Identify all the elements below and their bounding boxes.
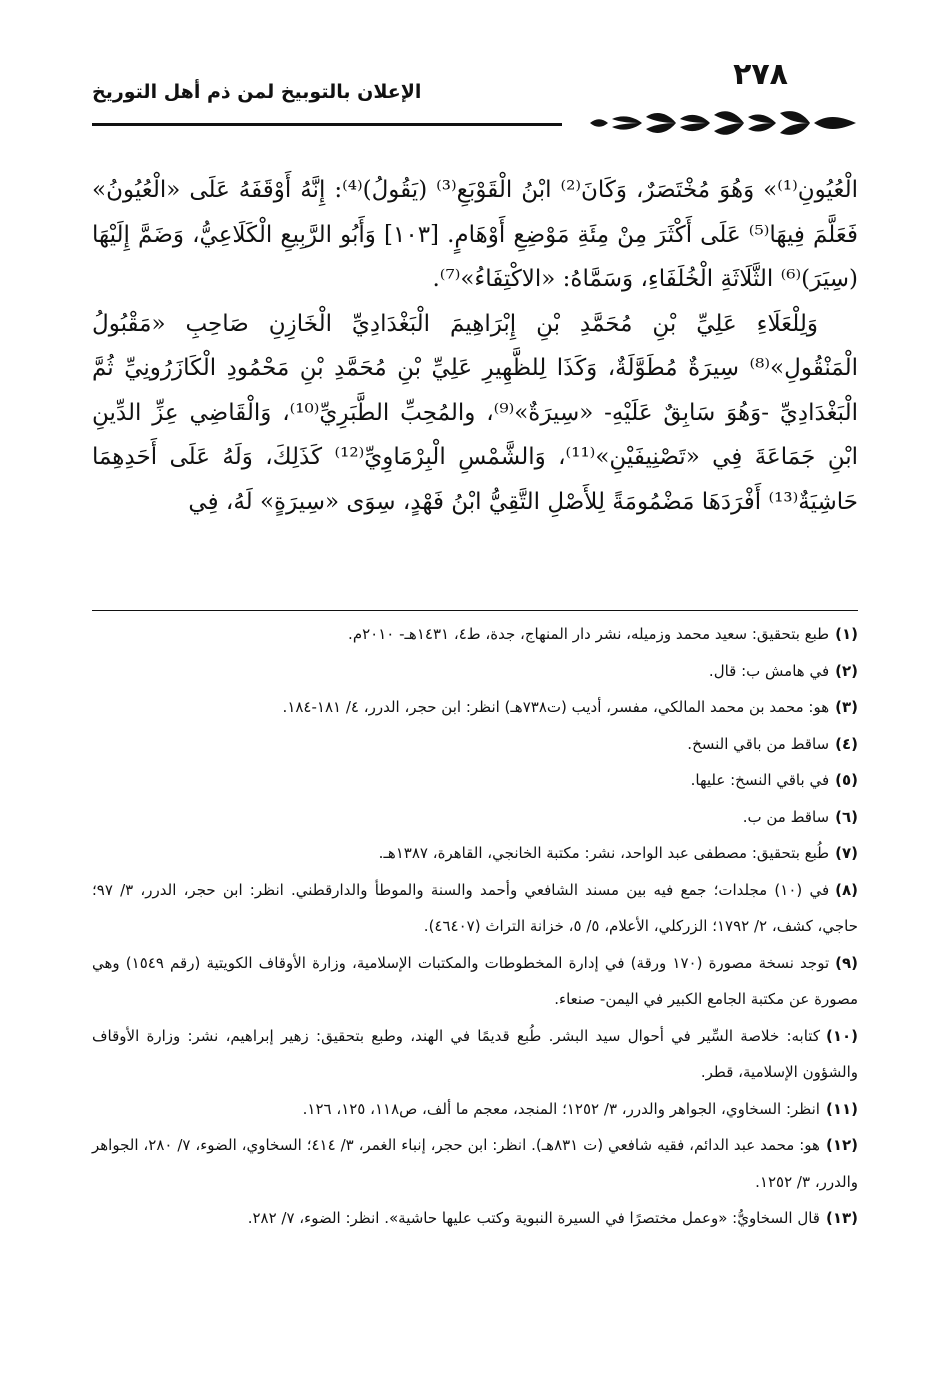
footnote: [92, 653, 858, 690]
footnote: [92, 945, 858, 1018]
footnote-number: (٦): [835, 807, 858, 826]
paragraph-1: الْعُيُونِ⁽¹⁾» وَهُوَ مُخْتَصَرٌ، وَكَانَ⁽²⁾ ابْنُ الْقَوْبَعِ⁽³⁾ (يَقُولُ)⁽⁴⁾: إِنَّهُ أَوْقَفَهُ عَلَى «الْعُيُونُ» فَعَلَّمَ فِيهَا⁽⁵⁾ عَلَى أَكْثَرَ مِنْ مِئَةِ مَوْضِعِ أَوْهَامٍ. [١٠٣] وَأَبُو الرَّبِيعِ الْكَلَاعِيُّ، وَضَمَّ إِلَيْهَا (سِيَرَ)⁽⁶⁾ الثَّلَاثَةِ الْخُلَفَاءِ، وَسَمَّاهُ: «الاكْتِفَاءُ»⁽⁷⁾.: [92, 177, 858, 292]
footnote: [92, 1091, 858, 1128]
footnote-text: انظر: السخاوي، الجواهر والدرر، ٣/ ١٢٥٢؛ المنجد، معجم ما ألف، ص١١٨، ١٢٥، ١٢٦.: [302, 1099, 820, 1118]
footnote: [92, 1018, 858, 1091]
footnote-number: (٢): [835, 661, 858, 680]
footnote-text: ساقط من باقي النسخ.: [687, 734, 830, 753]
footnote-text: طبع بتحقيق: سعيد محمد وزميله، نشر دار المنهاج، جدة، ط٤، ١٤٣١هـ- ٢٠١٠م.: [348, 625, 830, 643]
page-number: ٢٧٨: [733, 57, 788, 92]
paragraph-2: وَلِلْعَلَاءِ عَلِيِّ بْنِ مُحَمَّدِ بْنِ إِبْرَاهِيمَ الْبَغْدَادِيِّ الْخَازِنِ صَاحِبِ «مَقْبُولُ الْمَنْقُولِ»⁽⁸⁾ سِيرَةٌ مُطَوَّلَةٌ، وَكَذَا لِلظَّهِيرِ عَلِيِّ بْنِ مُحَمَّدِ بْنِ مَحْمُودِ الْكَازَرُونِيِّ ثُمَّ الْبَغْدَادِيِّ -وَهُوَ سَابِقٌ عَلَيْهِ- «سِيرَةٌ»⁽⁹⁾، والمُحِبِّ الطَّبَرِيِّ⁽¹⁰⁾، وَالْقَاضِي عِزِّ الدِّينِ ابْنِ جَمَاعَةَ فِي «تَصْنِيفَيْنِ»⁽¹¹⁾، وَالشَّمْسِ الْبِرْمَاوِيِّ⁽¹²⁾ كَذَلِكَ، وَلَهُ عَلَى أَحَدِهِمَا حَاشِيَةٌ⁽¹³⁾ أَفْرَدَهَا مَضْمُومَةً لِلأَصْلِ التَّقِيُّ ابْنُ فَهْدٍ، سِوَى «سِيرَةٍ» لَهُ، فِي: [92, 310, 859, 515]
footnote-text: في هامش ب: قال.: [708, 661, 830, 680]
footnote-number: (٨): [835, 880, 859, 899]
footnote: [92, 1127, 858, 1200]
footnote-text: هو: محمد عبد الدائم، فقيه شافعي (ت ٨٣١هـ). انظر: ابن حجر، إنباء الغمر، ٣/ ٤١٤؛ السخاوي، الضوء، ٧/ ٢٨٠، الجواهر والدرر، ٣/ ١٢٥٢.: [92, 1136, 858, 1191]
footnote: [92, 616, 858, 653]
footnote: [92, 1200, 858, 1237]
header-rule: [92, 123, 562, 126]
footnote-text: هو: محمد بن محمد المالكي، مفسر، أديب (ت٧٣٨هـ) انظر: ابن حجر، الدرر، ٤/ ١٨١-١٨٤.: [282, 698, 830, 716]
footnote-text: ساقط من ب.: [742, 807, 830, 826]
running-title: الإعلان بالتوبيخ لمن ذم أهل التوريخ: [92, 81, 422, 103]
footnote-number: (٣): [835, 698, 858, 716]
ornament-icon: [588, 103, 858, 143]
footnote: [92, 872, 858, 945]
footnote-rule: [92, 610, 858, 611]
footnote-text: قال السخاويُّ: «وعمل مختصرًا في السيرة النبوية وكتب عليها حاشية». انظر: الضوء، ٧/ ٢٨٢.: [247, 1209, 820, 1227]
footnote-text: كتابه: خلاصة السِّير في أحوال سيد البشر. طُبع قديمًا في الهند، وطبع بتحقيق: زهير إبراهيم، نشر: وزارة الأوقاف والشؤون الإسلامية، قطر.: [92, 1026, 858, 1081]
footnote-number: (١٢): [825, 1136, 858, 1154]
footnote: [92, 726, 858, 763]
footnote-number: (٩): [835, 953, 858, 972]
footnote-number: (١٣): [825, 1209, 858, 1227]
page-header: [92, 55, 858, 135]
footnote-number: (٧): [835, 844, 858, 862]
footnote-number: (٤): [835, 734, 858, 753]
footnote-text: في باقي النسخ: عليها.: [690, 771, 830, 789]
footnote: [92, 762, 858, 799]
footnote-number: (١٠): [825, 1026, 858, 1045]
main-text: [92, 168, 858, 524]
footnote-number: (١): [835, 625, 858, 643]
footnote: [92, 835, 858, 872]
footnote-number: (١١): [825, 1099, 858, 1118]
footnote: [92, 799, 858, 836]
footnote: [92, 689, 858, 726]
footnote-text: توجد نسخة مصورة (١٧٠ ورقة) في إدارة المخطوطات والمكتبات الإسلامية، وزارة الأوقاف الكويتية (رقم ١٥٤٩) وهي مصورة عن مكتبة الجامع الكبير في اليمن- صنعاء.: [92, 953, 858, 1008]
footnotes: [92, 616, 858, 1237]
footnote-text: طُبع بتحقيق: مصطفى عبد الواحد، نشر: مكتبة الخانجي، القاهرة، ١٣٨٧هـ.: [378, 844, 830, 862]
footnote-text: في (١٠) مجلدات؛ جمع فيه بين مسند الشافعي وأحمد والسنة والموطأ والدارقطني. انظر: ابن حجر، الدرر، ٣/ ٩٧؛ حاجي، كشف، ٢/ ١٧٩٢؛ الزركلي، الأعلام، ٥/ ٥، خزانة التراث (٤٦٤٠٧).: [92, 880, 858, 935]
footnote-number: (٥): [835, 771, 858, 789]
